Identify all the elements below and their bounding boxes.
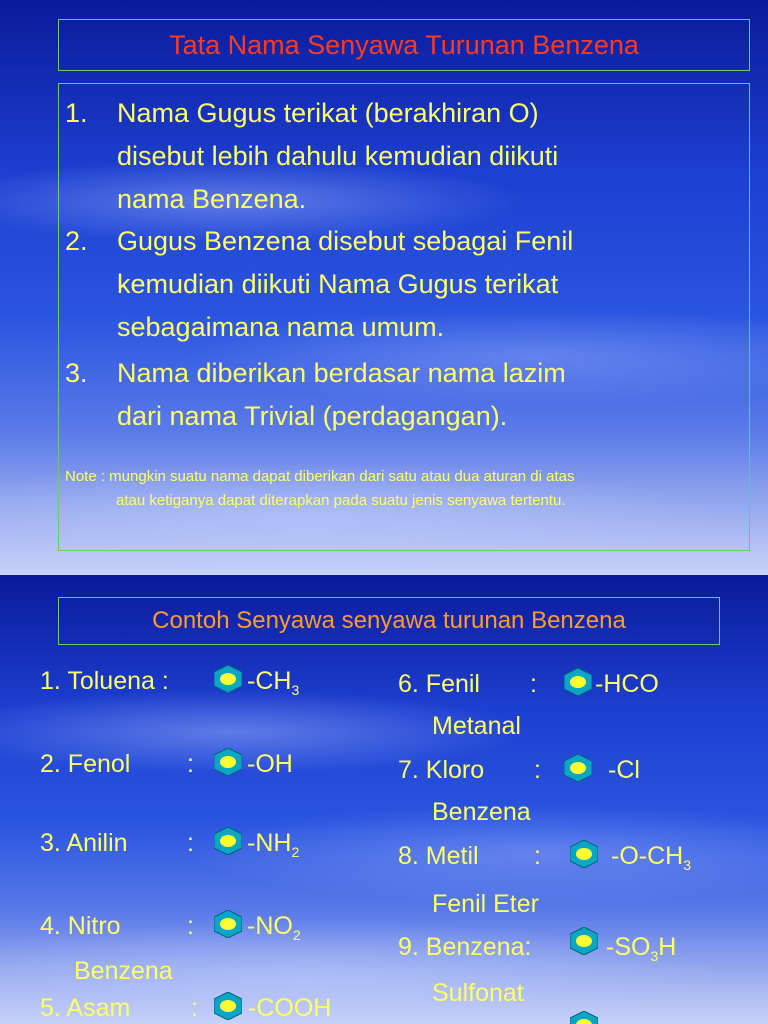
example-group: -COOH xyxy=(248,994,332,1022)
example-line2: Metanal xyxy=(432,712,521,740)
example-klorobenzena xyxy=(398,756,640,826)
example-colon: : xyxy=(187,912,194,940)
benzene-ring-icon xyxy=(570,927,598,955)
example-colon: : xyxy=(530,670,537,698)
example-subscript: 3 xyxy=(683,857,692,873)
example-label: 3. Anilin xyxy=(40,829,128,857)
rule-line: Nama Gugus terikat (berakhiran O) xyxy=(117,98,539,128)
example-label: 2. Fenol xyxy=(40,750,131,778)
benzene-ring-icon xyxy=(564,754,592,782)
rule-number: 3. xyxy=(65,358,88,388)
example-label: 4. Nitro xyxy=(40,912,121,940)
example-asam xyxy=(40,994,332,1023)
rule-line: Gugus Benzena disebut sebagai Fenil xyxy=(117,226,574,256)
example-subscript: 3 xyxy=(650,948,659,964)
example-label: 8. Metil xyxy=(398,842,479,870)
example-label: 6. Fenil xyxy=(398,670,480,698)
example-group: -SO xyxy=(606,933,651,961)
rule-line: kemudian diikuti Nama Gugus terikat xyxy=(117,269,559,299)
rules-title: Tata Nama Senyawa Turunan Benzena xyxy=(169,30,639,60)
rules-body-box xyxy=(58,83,750,551)
example-toluena xyxy=(40,667,300,698)
rule-line: Nama diberikan berdasar nama lazim xyxy=(117,358,566,388)
benzene-ring-icon xyxy=(214,748,242,776)
example-label: 5. Asam xyxy=(40,994,131,1022)
examples-title-box xyxy=(58,597,720,645)
benzene-ring-icon xyxy=(214,665,242,693)
example-line2: Sulfonat xyxy=(432,979,524,1007)
note-line: atau ketiganya dapat diterapkan pada suatu jenis senyawa tertentu. xyxy=(116,492,566,509)
example-label: 9. Benzena: xyxy=(398,933,532,961)
benzene-ring-icon xyxy=(564,668,592,696)
example-colon: : xyxy=(187,829,194,857)
example-group: -NH xyxy=(247,829,292,857)
rules-title-box xyxy=(58,19,750,71)
example-fenil-metanal xyxy=(398,670,659,740)
rules-note xyxy=(65,465,735,513)
rule-line: dari nama Trivial (perdagangan). xyxy=(117,401,508,431)
slide-examples xyxy=(0,575,768,1024)
rule-number: 2. xyxy=(65,226,88,256)
example-group: -HCO xyxy=(595,670,659,698)
rule-number: 1. xyxy=(65,98,88,128)
benzene-ring-icon xyxy=(214,910,242,938)
example-group-tail: H xyxy=(658,933,677,961)
example-group: -OH xyxy=(247,750,293,778)
example-nitrobenzena xyxy=(40,912,301,985)
example-line2: Fenil Eter xyxy=(432,890,539,918)
example-colon: : xyxy=(187,750,194,778)
example-group: -O-CH xyxy=(611,842,684,870)
benzene-ring-icon xyxy=(570,840,598,868)
example-line2: Benzena xyxy=(432,798,531,826)
example-subscript: 2 xyxy=(292,927,301,943)
example-subscript: 2 xyxy=(291,844,300,860)
examples-title: Contoh Senyawa senyawa turunan Benzena xyxy=(152,607,626,634)
benzene-ring-icon xyxy=(214,827,242,855)
benzene-ring-icon xyxy=(570,1011,598,1024)
example-colon: : xyxy=(534,842,541,870)
note-line: Note : mungkin suatu nama dapat diberikan dari satu atau dua aturan di atas xyxy=(65,468,575,485)
example-benzena-sulfonat xyxy=(398,933,677,1007)
rule-line: sebagaimana nama umum. xyxy=(117,312,445,342)
example-metil-fenil-eter xyxy=(398,842,692,918)
example-anilin xyxy=(40,829,300,860)
example-colon: : xyxy=(191,994,198,1022)
example-label: 1. Toluena : xyxy=(40,667,169,695)
example-line2: Benzena xyxy=(74,957,173,985)
example-group: -NO xyxy=(247,912,293,940)
rule-line: disebut lebih dahulu kemudian diikuti xyxy=(117,141,559,171)
example-subscript: 3 xyxy=(291,682,300,698)
example-fenol xyxy=(40,750,293,779)
example-group: -CH xyxy=(247,667,292,695)
rule-line: nama Benzena. xyxy=(117,184,307,214)
example-group: -Cl xyxy=(608,756,640,784)
benzene-ring-icon xyxy=(214,992,242,1020)
example-colon: : xyxy=(534,756,541,784)
example-label: 7. Kloro xyxy=(398,756,485,784)
